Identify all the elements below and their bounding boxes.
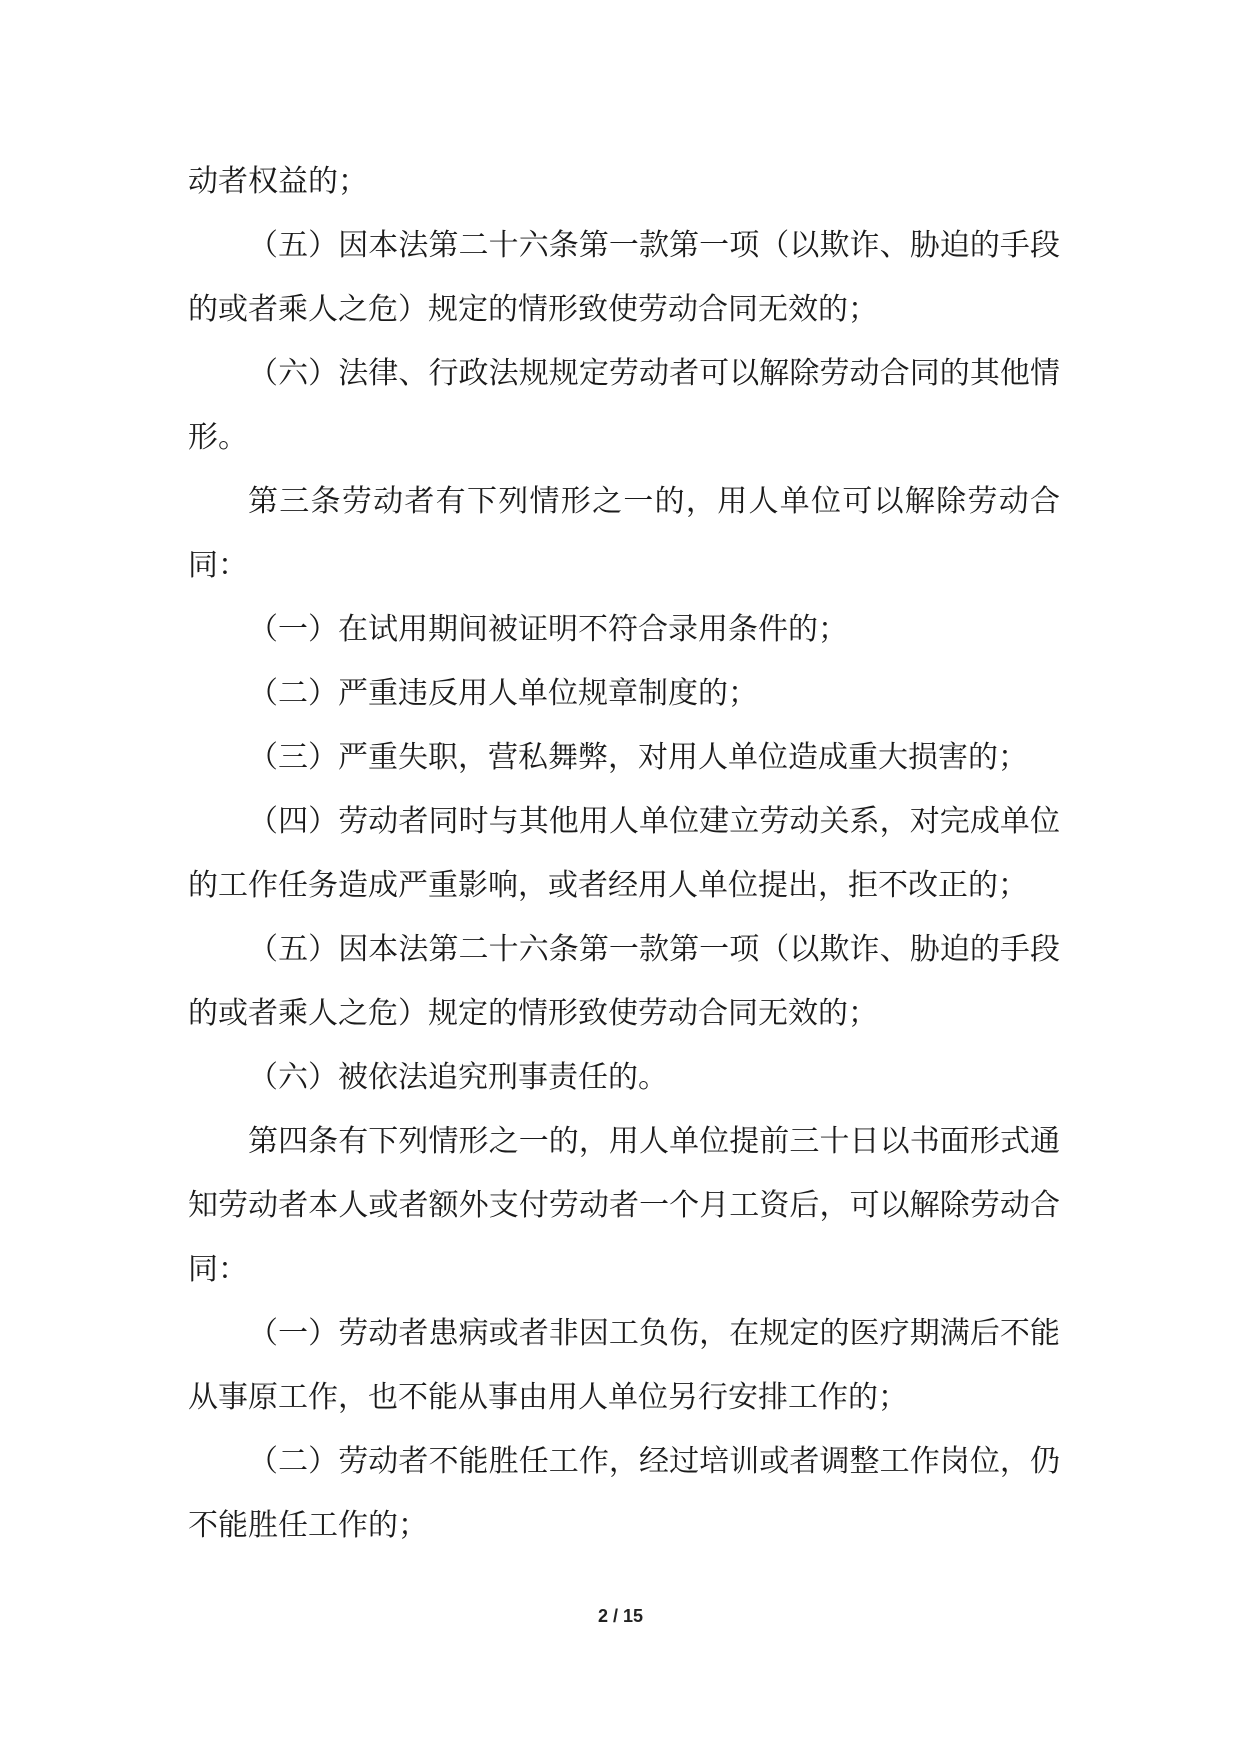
paragraph-1: （五）因本法第二十六条第一款第一项（以欺诈、胁迫的手段的或者乘人之危）规定的情形致使劳动合同无效的； xyxy=(188,228,1060,327)
page-number: 2 / 15 xyxy=(597,1606,644,1626)
paragraph-11: （一）劳动者患病或者非因工负伤，在规定的医疗期满后不能从事原工作，也不能从事由用人单位另行安排工作的； xyxy=(188,1316,1060,1415)
paragraph-3: 第三条劳动者有下列情形之一的，用人单位可以解除劳动合同： xyxy=(188,484,1060,583)
paragraph-5: （二）严重违反用人单位规章制度的； xyxy=(248,676,758,711)
paragraph-9: （六）被依法追究刑事责任的。 xyxy=(248,1060,668,1095)
document-body xyxy=(188,150,1060,1558)
paragraph-8: （五）因本法第二十六条第一款第一项（以欺诈、胁迫的手段的或者乘人之危）规定的情形致使劳动合同无效的； xyxy=(188,932,1060,1031)
paragraph-7: （四）劳动者同时与其他用人单位建立劳动关系，对完成单位的工作任务造成严重影响，或者经用人单位提出，拒不改正的； xyxy=(188,804,1060,903)
paragraph-4: （一）在试用期间被证明不符合录用条件的； xyxy=(248,612,848,647)
paragraph-0: 动者权益的； xyxy=(188,164,368,199)
paragraph-12: （二）劳动者不能胜任工作，经过培训或者调整工作岗位，仍不能胜任工作的； xyxy=(188,1444,1060,1543)
paragraph-2: （六）法律、行政法规规定劳动者可以解除劳动合同的其他情形。 xyxy=(188,356,1060,455)
paragraph-6: （三）严重失职，营私舞弊，对用人单位造成重大损害的； xyxy=(248,740,1028,775)
paragraph-10: 第四条有下列情形之一的，用人单位提前三十日以书面形式通知劳动者本人或者额外支付劳动者一个月工资后，可以解除劳动合同： xyxy=(188,1124,1060,1287)
